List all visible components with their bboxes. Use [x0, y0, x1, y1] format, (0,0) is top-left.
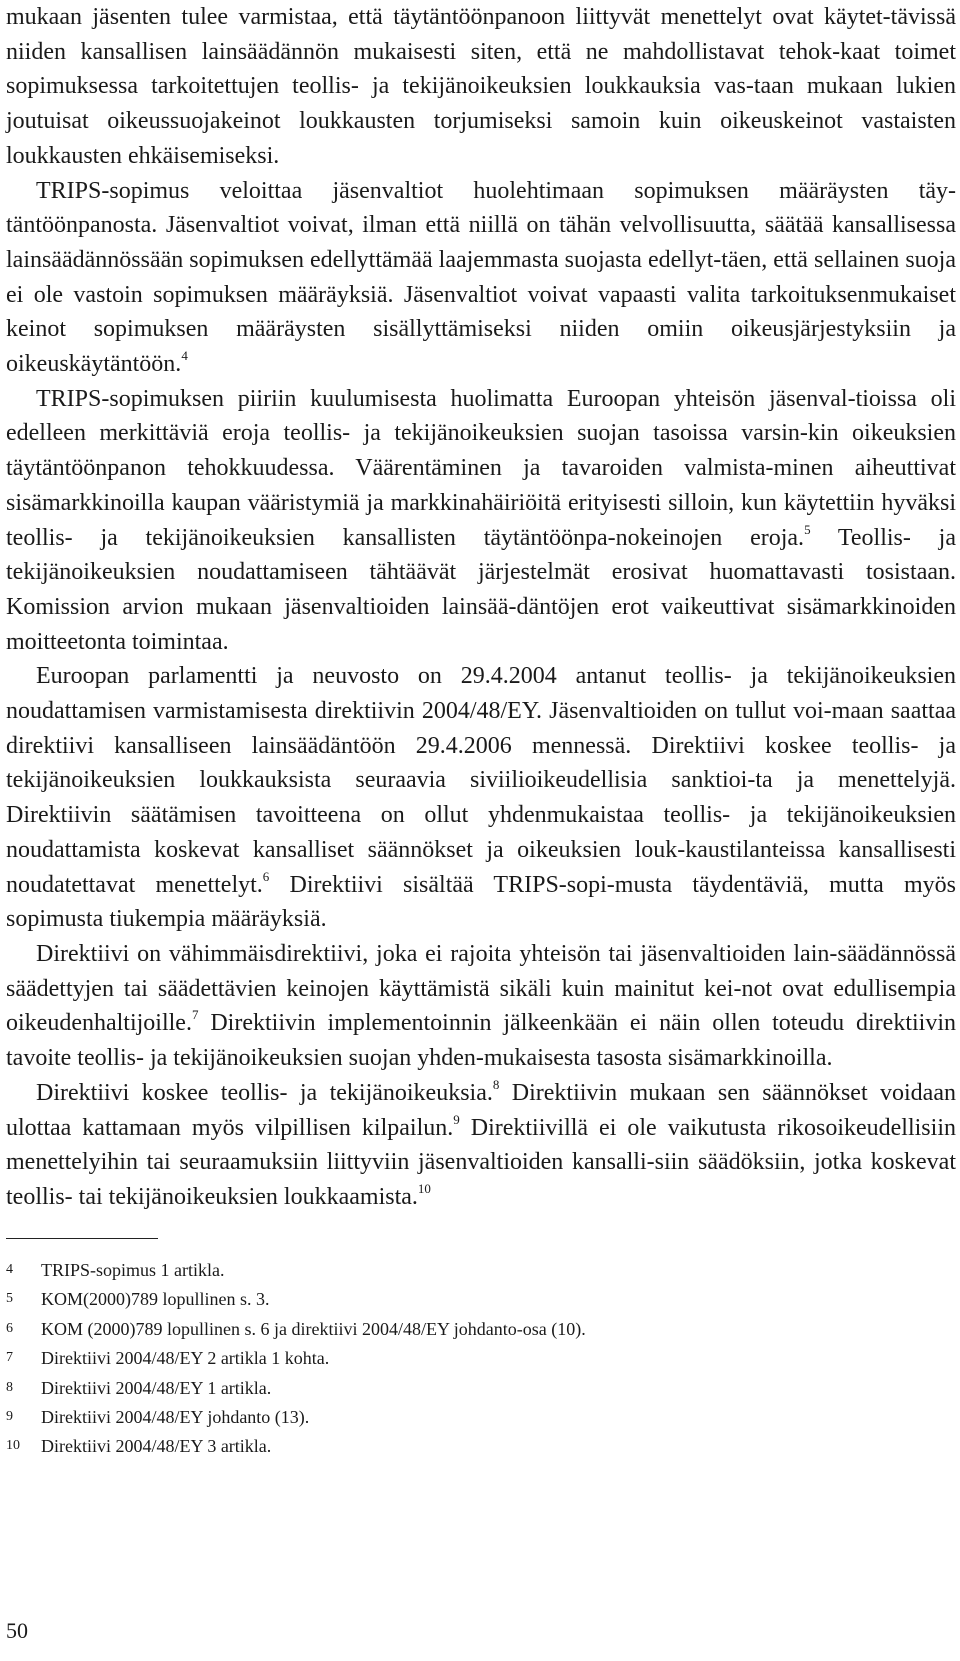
paragraph-1 — [6, 0, 956, 174]
footnote — [6, 1375, 906, 1404]
footnote-ref-7[interactable]: 7 — [191, 1007, 199, 1023]
footnote-text: KOM (2000)789 lopullinen s. 6 ja direktiivi 2004/48/EY johdanto-osa (10). — [41, 1318, 586, 1339]
footnote — [6, 1257, 906, 1286]
paragraph-4-text-b: Direktiivi sisältää TRIPS-sopi-musta täydentäviä, mutta myös sopimusta tiukempia määräyksiä. — [6, 871, 957, 933]
footnote — [6, 1345, 906, 1374]
footnote-text: Direktiivi 2004/48/EY 1 artikla. — [41, 1377, 272, 1398]
paragraph-6 — [6, 1076, 956, 1215]
footnote-ref-9[interactable]: 9 — [453, 1111, 460, 1127]
paragraph-3-text-a: TRIPS-sopimuksen piiriin kuulumisesta huolimatta Euroopan yhteisön jäsenval-tioissa oli edelleen merkittäviä eroja teollis- ja tekijänoikeuksien suojan tasoissa varsin-kin oikeuksien täytäntöönpanon tehokkuudessa. Väärentäminen ja tavaroiden valmista-minen aiheuttivat sisämarkkinoilla kaupan vääristymiä ja markkinahäiriöitä erityisesti silloin, kun käytettiin hyväksi teollis- ja tekijänoikeuksien kansallisten täytäntöönpa-nokeinojen eroja. — [6, 385, 956, 551]
footnote-text: KOM(2000)789 lopullinen s. 3. — [41, 1289, 270, 1310]
footnote-ref-4[interactable]: 4 — [181, 348, 188, 364]
footnote-number: 10 — [6, 1438, 20, 1454]
footnote-ref-10[interactable]: 10 — [417, 1180, 431, 1196]
paragraph-5-text-b: Direktiivin implementoinnin jälkeenkään ei näin ollen toteudu direktiivin tavoite teollis- ja tekijänoikeuksien suojan yhden-mukaisesta tasosta sisämarkkinoilla. — [6, 1010, 956, 1072]
paragraph-6-text-c: Direktiivillä ei ole vaikutusta rikosoikeudellisiin menettelyihin tai seuraamuksiin liittyviin jäsenvaltioiden kansalli-siin säädöksiin, jotka koskevat teollis- tai tekijänoikeuksien loukkaamista. — [6, 1114, 956, 1210]
paragraph-5 — [6, 937, 956, 1076]
paragraph-4 — [6, 659, 956, 937]
footnote-number: 6 — [6, 1320, 13, 1336]
paragraph-4-text-a: Euroopan parlamentti ja neuvosto on 29.4.2004 antanut teollis- ja tekijänoikeuksien noudattamisen varmistamisesta direktiivin 2004/48/EY. Jäsenvaltioiden on tullut voi-maan saattaa direktiivi kansalliseen lainsäädäntöön 29.4.2006 mennessä. Direktiivi koskee teollis- ja tekijänoikeuksien loukkauksista seuraavia siviilioikeudellisia sanktioi-ta ja menettelyjä. Direktiivin säätämisen tavoitteena on ollut yhdenmukaistaa teollis- ja tekijänoikeuksien noudattamista koskevat kansalliset säännökset ja oikeuksien louk-kaustilanteissa kansallisesti noudatettavat menettelyt. — [6, 663, 956, 898]
footnote — [6, 1316, 906, 1345]
footnote-separator — [6, 1238, 158, 1239]
page-number: 50 — [6, 1618, 28, 1643]
footnote-number: 8 — [6, 1379, 13, 1395]
footnote — [6, 1433, 906, 1462]
document-page — [6, 0, 956, 1215]
paragraph-6-text-b: Direktiivin mukaan sen säännökset voidaan ulottaa kattamaan myös vilpillisen kilpailun. — [6, 1079, 956, 1141]
paragraph-1-text: mukaan jäsenten tulee varmistaa, että täytäntöönpanoon liittyvät menettelyt ovat käytet-tävissä niiden kansallisen lainsäädännön mukaisesti siten, että ne mahdollistavat tehok-kaat toimet sopimuksessa tarkoitettujen teollis- ja tekijänoikeuksien loukkauksia vas-taan mukaan lukien joutuisat oikeussuojakeinot loukkausten torjumiseksi samoin kuin oikeuskeinot vastaisten loukkausten ehkäisemiseksi. — [6, 4, 956, 169]
footnote-number: 7 — [6, 1350, 13, 1366]
footnote-number: 4 — [6, 1262, 13, 1277]
paragraph-2 — [6, 174, 956, 382]
footnote-text: Direktiivi 2004/48/EY 2 artikla 1 kohta. — [41, 1348, 330, 1369]
paragraph-2-text: TRIPS-sopimus veloittaa jäsenvaltiot huolehtimaan sopimuksen määräysten täy-täntöönpanosta. Jäsenvaltiot voivat, ilman että niillä on tähän velvollisuutta, säätää kansallisessa lainsäädännössään sopimuksen edellyttämää laajemmasta suojasta edellyt-täen, että sellainen suoja ei ole vastoin sopimuksen määräyksiä. Jäsenvaltiot voivat vapaasti valita tarkoituksenmukaiset keinot sopimuksen määräysten sisällyttämiseksi niiden omiin oikeusjärjestyksiin ja oikeuskäytäntöön. — [6, 177, 956, 378]
paragraph-5-text-a: Direktiivi on vähimmäisdirektiivi, joka ei rajoita yhteisön tai jäsenvaltioiden lain-säädännössä säädettyjen tai säädettävien keinojen käyttämistä sikäli kuin mainitut kei-not ovat edullisempia oikeudenhaltijoille. — [6, 940, 956, 1037]
footnote-text: TRIPS-sopimus 1 artikla. — [41, 1260, 225, 1280]
paragraph-3 — [6, 382, 956, 660]
footnote-ref-8[interactable]: 8 — [492, 1076, 500, 1092]
footnote-number: 9 — [6, 1409, 13, 1425]
paragraph-3-text-b: Teollis- ja tekijänoikeuksien noudattamiseen tähtäävät järjestelmät erosivat huomattavasti tosistaan. Komission arvion mukaan jäsenvaltioiden lainsää-däntöjen erot vaikeuttivat sisämarkkinoiden moitteetonta toimintaa. — [6, 524, 956, 655]
footnote — [6, 1286, 906, 1315]
footnotes — [6, 1257, 906, 1463]
footnote-number: 5 — [6, 1291, 13, 1307]
footnote-text: Direktiivi 2004/48/EY johdanto (13). — [41, 1407, 310, 1428]
paragraph-6-text-a: Direktiivi koskee teollis- ja tekijänoikeuksia. — [36, 1079, 493, 1106]
footnote-ref-5[interactable]: 5 — [804, 521, 811, 537]
footnote-text: Direktiivi 2004/48/EY 3 artikla. — [41, 1436, 272, 1457]
footnote — [6, 1404, 906, 1433]
body-text — [6, 0, 956, 1215]
footnote-ref-6[interactable]: 6 — [262, 868, 270, 884]
